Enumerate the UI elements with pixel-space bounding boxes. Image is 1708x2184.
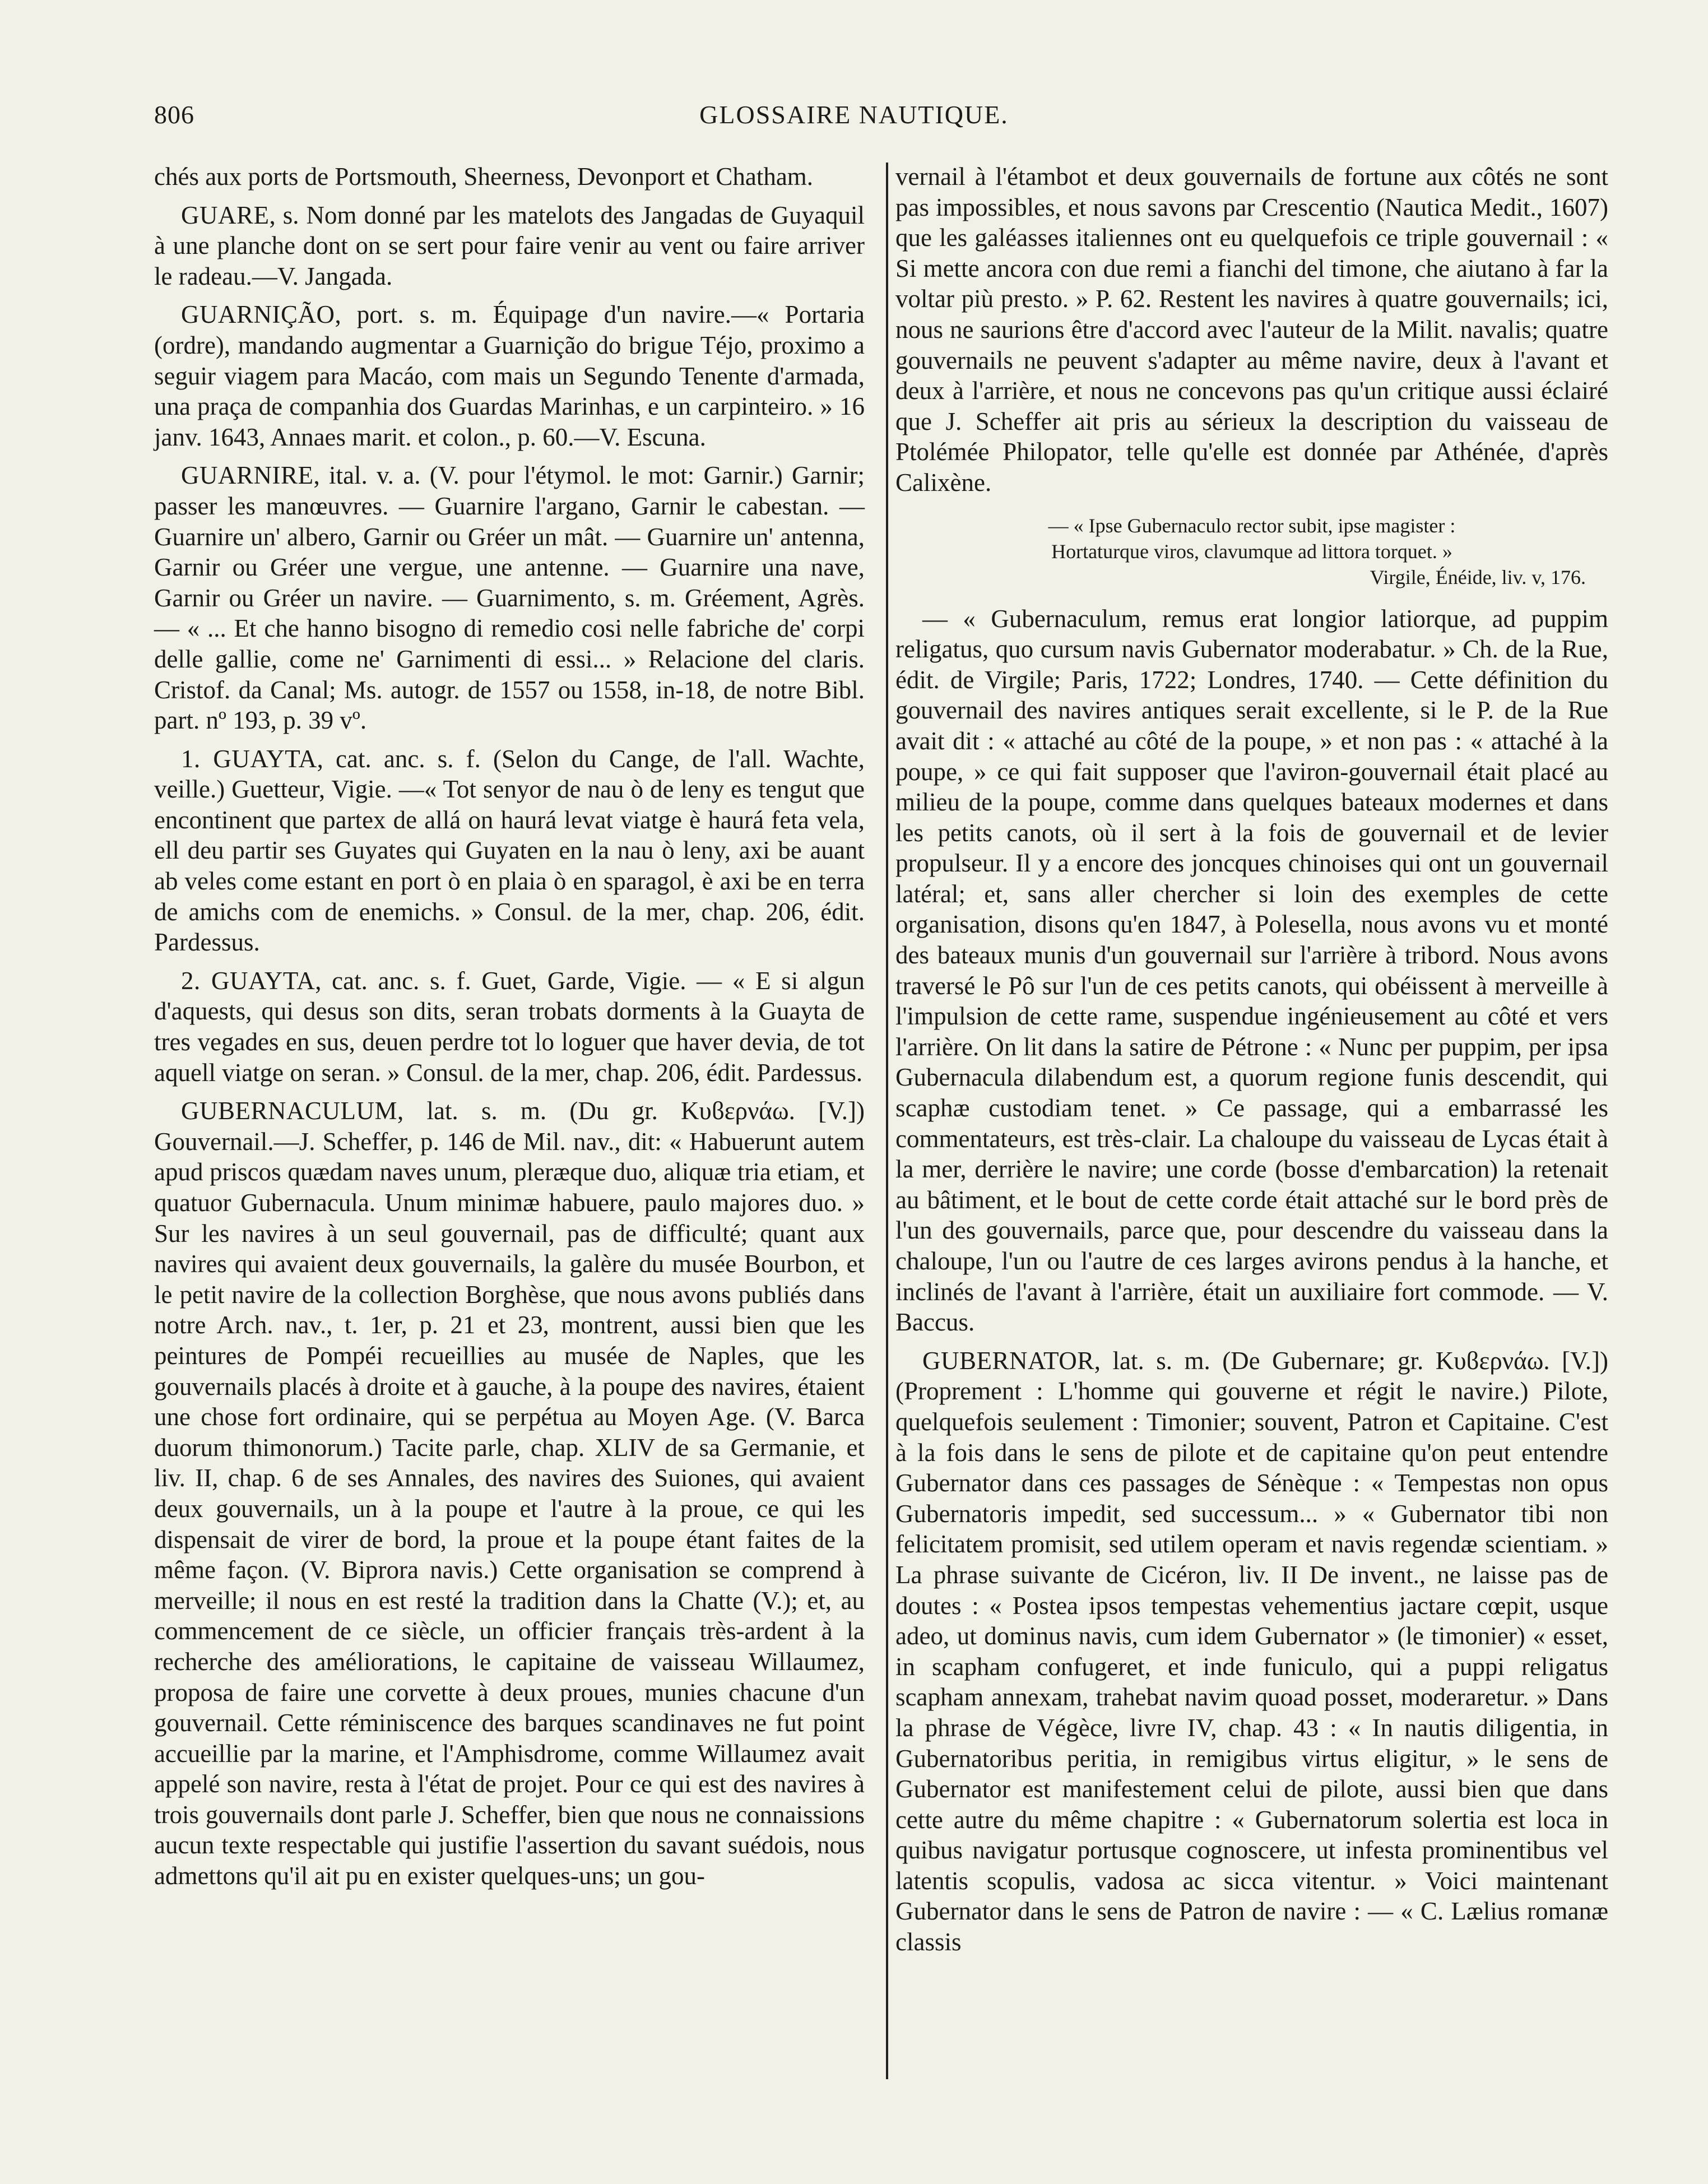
left-column xyxy=(154,161,865,1899)
entry-guarnicao xyxy=(154,299,865,452)
entry-headword: GUARNIRE xyxy=(181,461,314,490)
column-rule xyxy=(886,163,888,2079)
entry-headword: GUBERNACULUM xyxy=(181,1097,398,1125)
entry-guarnire xyxy=(154,460,865,735)
entry-headword: 1. GUAYTA xyxy=(181,744,317,773)
entry-text: , lat. s. m. (De Gubernare; gr. Κυϐερνάω. [V.]) (Proprement : L'homme qui gouverne et régit le navire.) Pilote, quelquefois seulement : Timonier; souvent, Patron et Capitaine. C'est à la fois dans le sens de pilote et de capitaine qu'on peut entendre Gubernator dans ces passages de Sénèque : « Tempestas non opus Gubernatoris impedit, sed successum... » « Gubernator tibi non felicitatem promisit, sed utilem operam et navis regendæ scientiam. » La phrase suivante de Cicéron, liv. II De invent., ne laisse pas de doutes : « Postea ipsos tempestas vehementius jactare cœpit, usque adeo, ut dominus navis, cum idem Gubernator » (le timonier) « esset, in scapham confugeret, et inde funiculo, qui a puppi religatus scapham annexam, trahebat navim quoad posset, moderaretur. » Dans la phrase de Végèce, livre IV, chap. 43 : « In nautis diligentia, in Gubernatoribus peritia, in remigibus virtus eligitur, » le sens de Gubernator est manifestement celui de pilote, aussi bien que dans cette autre du même chapitre : « Gubernatorum solertia est loca in quibus navigatur portusque cognoscere, ut infesta prominentibus vel latentis scopulis, vadosa ac sicca vitentur. » Voici maintenant Gubernator dans le sens de Patron de navire : — « C. Lælius romanæ classis xyxy=(895,1346,1608,1956)
entry-headword: GUBERNATOR xyxy=(922,1346,1094,1375)
entry-gubernator xyxy=(895,1346,1608,1958)
continuation-text: vernail à l'étambot et deux gouvernails de fortune aux côtés ne sont pas impossibles, et nous savons par Crescentio (Nautica Medit., 1607) que les galéasses italiennes ont eu quelquefois ce triple gouvernail : « Si mette ancora con due remi a fianchi del timone, che aiutano à far la voltar più presto. » P. 62. Restent les navires à quatre gouvernails; ici, nous ne saurions être d'accord avec l'auteur de la Milit. navalis; quatre gouvernails ne peuvent s'adapter au même navire, deux à l'avant et deux à l'arrière, et nous ne concevons pas qu'un critique aussi éclairé que J. Scheffer ait pris au sérieux la description du vaisseau de Ptolémée Philopator, telle qu'elle est donnée par Athénée, d'après Calixène. xyxy=(895,163,1608,497)
entry-text: , port. s. m. Équipage d'un navire.—« Portaria (ordre), mandando augmentar a Guarnição do brigue Téjo, proximo a seguir viagem para Macáo, com mais un Segundo Tenente d'armada, una praça de companhia dos Guardas Marinhas, e un carpinteiro. » 16 janv. 1643, Annaes marit. et colon., p. 60.—V. Escuna. xyxy=(154,300,865,451)
entry-text: , ital. v. a. (V. pour l'étymol. le mot: Garnir.) Garnir; passer les manœuvres. — Guarnire l'argano, Garnir le cabestan. — Guarnire un' albero, Garnir ou Gréer un mât. — Guarnire un' antenna, Garnir ou Gréer une vergue, une antenne. — Guarnire una nave, Garnir ou Gréer un navire. — Guarnimento, s. m. Gréement, Agrès. — « ... Et che hanno bisogno di remedio cosi nelle fabriche de' corpi delle gallie, come ne' Garnimenti di essi... » Relacione del claris. Cristof. da Canal; Ms. autogr. de 1557 ou 1558, in-18, de notre Bibl. part. nº 193, p. 39 vº. xyxy=(154,461,865,735)
entry-headword: GUARNIÇÃO xyxy=(181,300,335,329)
running-title: GLOSSAIRE NAUTIQUE. xyxy=(699,100,1009,129)
entry-text: , lat. s. m. (Du gr. Κυϐερνάω. [V.]) Gouvernail.—J. Scheffer, p. 146 de Mil. nav., dit: « Habuerunt autem apud priscos quædam naves unum, pleræque duo, aliquæ tria etiam, et quatuor Gubernacula. Unum minimæ habuere, paulo majores duo. » Sur les navires à un seul gouvernail, pas de difficulté; quant aux navires qui avaient deux gouvernails, la galère du musée Bourbon, et le petit navire de la collection Borghèse, que nous avons publiés dans notre Arch. nav., t. 1er, p. 21 et 23, montrent, aussi bien que les peintures de Pompéi recueillies au musée de Naples, que les gouvernails placés à droite et à gauche, à la poupe des navires, étaient une chose fort ordinaire, qui se perpétua au Moyen Age. (V. Barca duorum thimonorum.) Tacite parle, chap. XLIV de sa Germanie, et liv. II, chap. 6 de ses Annales, des navires des Suiones, qui avaient deux gouvernails, un à la poupe et l'autre à la proue, ce qui les dispensait de virer de bord, la proue et la poupe étant faites de la même façon. (V. Biprora navis.) Cette organisation se comprend à merveille; il nous en est resté la tradition dans la Chatte (V.); et, au commencement de ce siècle, un officier français très-ardent à la recherche des améliorations, le capitaine de vaisseau Willaumez, proposa de faire une corvette à deux proues, munies chacune d'un gouvernail. Cette réminiscence des barques scandinaves ne fut point accueillie par la marine, et l'Amphisdrome, comme Willaumez avait appelé son navire, resta à l'état de projet. Pour ce qui est des navires à trois gouvernails dont parle J. Scheffer, bien que nous ne connaissions aucun texte respectable qui justifie l'assertion du savant suédois, nous admettons qu'il ait pu en exister quelques-uns; un gou- xyxy=(154,1097,865,1890)
continuation-text: chés aux ports de Portsmouth, Sheerness, Devonport et Chatham. xyxy=(154,163,814,191)
paragraph: — « Gubernaculum, remus erat longior latiorque, ad puppim religatus, quo cursum navis Gubernator moderabatur. » Ch. de la Rue, édit. de Virgile; Paris, 1722; Londres, 1740. — Cette définition du gouvernail des navires antiques serait excellente, si le P. de la Rue avait dit : « attaché au côté de la poupe, » et non pas : « attaché à la poupe, » ce qui fait supposer que l'aviron-gouvernail était placé au milieu de la poupe, comme dans quelques bateaux modernes et dans les petits canots, où il sert à la fois de gouvernail et de levier propulseur. Il y a encore des joncques chinoises qui ont un gouvernail latéral; et, sans aller chercher si loin des exemples de cette organisation, disons qu'en 1847, à Polesella, nous avons vu et monté des bateaux munis d'un gouvernail sur l'arrière à tribord. Nous avons traversé le Pô sur l'un de ces petits canots, qui obéissent à merveille à l'impulsion de cette rame, suspendue ingénieusement au côté et vers l'arrière. On lit dans la satire de Pétrone : « Nunc per puppim, per ipsa Gubernacula dilabendum est, a quorum regione funis descendit, qui scaphæ custodiam tenet. » Ce passage, qui a embarrassé les commentateurs, est très-clair. La chaloupe du vaisseau de Lycas était à la mer, derrière le navire; une corde (bosse d'embarcation) la retenait au bâtiment, et le bout de cette corde était attaché sur le bord près de l'un des gouvernails, parce que, pour descendre du vaisseau dans la chaloupe, l'un ou l'autre de ces larges avirons pendus à la hanche, et inclinés de l'avant à l'arrière, était un auxiliaire fort commode. — V. Baccus. xyxy=(895,604,1608,1337)
entry-headword: GUARE xyxy=(181,201,270,229)
entry-guayta-1 xyxy=(154,744,865,958)
verse-line: Hortaturque viros, clavumque ad littora torquet. » xyxy=(1051,540,1452,563)
page-number: 806 xyxy=(154,100,194,129)
verse-source: Virgile, Énéide, liv. v, 176. xyxy=(1370,565,1586,588)
right-column xyxy=(895,161,1608,1965)
entry-guayta-2 xyxy=(154,966,865,1088)
entry-headword: 2. GUAYTA xyxy=(181,966,315,995)
entry-guare xyxy=(154,200,865,292)
entry-gubernaculum xyxy=(154,1096,865,1891)
verse-line: — « Ipse Gubernaculo rector subit, ipse magister : xyxy=(1048,514,1456,537)
entry-text: , cat. anc. s. f. (Selon du Cange, de l'all. Wachte, veille.) Guetteur, Vigie. —« Tot senyor de nau ò de leny es tengut que encontinent que partex de allá on haurá levat viatge è haurá feta vela, ell deu partir ses Guyates qui Guyaten en la nau ò leny, axi be auant ab veles come estant en port ò en plaia ò en sparagol, è axi be en terra de amichs com de enemichs. » Consul. de la mer, chap. 206, édit. Pardessus. xyxy=(154,744,865,957)
entry-text: , cat. anc. s. f. Guet, Garde, Vigie. — « E si algun d'aquests, qui desus son dits, seran trobats dorments à la Guayta de tres vegades en sus, deuen perdre tot lo loguer que haver devia, de tot aquell viatge on seran. » Consul. de la mer, chap. 206, édit. Pardessus. xyxy=(154,966,865,1087)
verse-quotation xyxy=(895,513,1608,590)
entry-text: , s. Nom donné par les matelots des Jangadas de Guyaquil à une planche dont on se sert pour faire venir au vent ou faire arriver le radeau.—V. Jangada. xyxy=(154,201,865,290)
